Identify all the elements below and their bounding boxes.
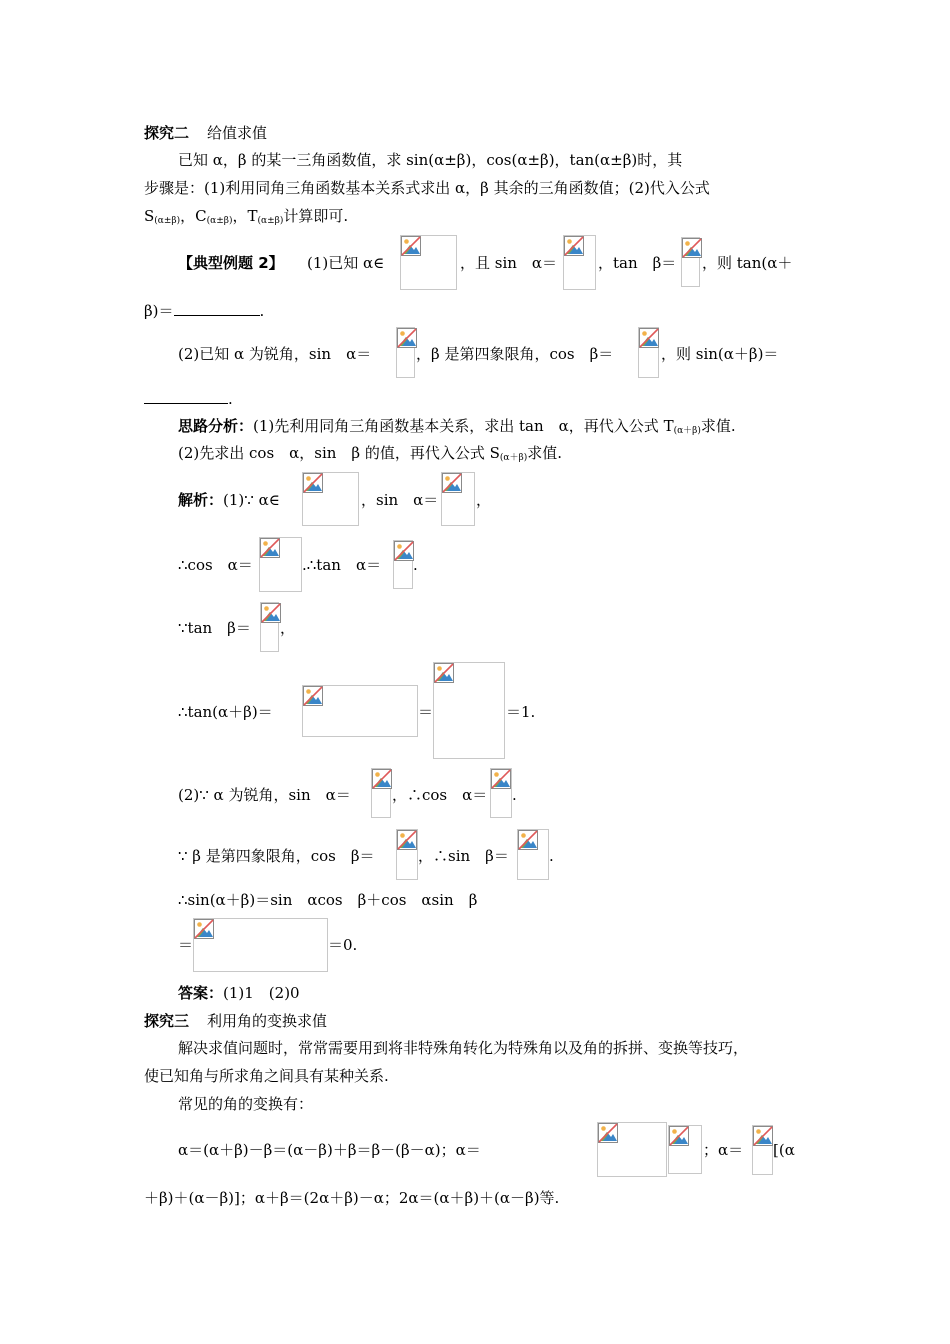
broken-image-icon <box>442 473 462 493</box>
broken-image-icon <box>518 830 538 850</box>
section-subtitle: 利用角的变换求值 <box>207 1012 328 1030</box>
solution-text: ， <box>476 491 492 509</box>
broken-image-icon <box>261 603 281 623</box>
solution-text: . <box>512 786 517 804</box>
formula-s: S <box>144 207 155 225</box>
solution-text: ∴cos α＝ <box>178 556 253 574</box>
answer-text: (1)1 (2)0 <box>223 984 300 1002</box>
section-subtitle: 给值求值 <box>207 124 268 142</box>
paragraph-line: 步骤是：(1)利用同角三角函数基本关系式求出 α，β 其余的三角函数值；(2)代入公式 <box>144 179 710 197</box>
solution-text: .∴tan α＝ <box>302 556 382 574</box>
answer-line <box>178 983 300 1003</box>
solution-text: ∴sin(α＋β)＝sin αcos β＋cos αsin β <box>178 891 478 909</box>
broken-image-icon <box>434 663 454 683</box>
analysis-line: 思路分析：(1)先利用同角三角函数基本关系，求出 tan α，再代入公式 $T_{(\alpha+\beta)}$求值. <box>178 417 736 436</box>
formula-image <box>260 602 279 652</box>
formula-image <box>668 1125 702 1174</box>
section-heading-2 <box>144 123 267 143</box>
solution-text: . <box>549 847 554 865</box>
paragraph-line: 常见的角的变换有： <box>178 1095 314 1113</box>
solution-text: . <box>413 556 418 574</box>
example-text: ，tan β＝ <box>598 254 677 272</box>
broken-image-icon <box>394 541 414 561</box>
broken-image-icon <box>303 686 323 706</box>
formula-image <box>396 327 415 378</box>
formula-image <box>433 662 505 759</box>
formula-image <box>490 768 512 818</box>
example-label: 【典型例题 2】 <box>178 254 284 272</box>
example-text: ，则 sin(α＋β)＝ <box>661 345 779 363</box>
solution-text: ＝0. <box>328 936 358 954</box>
example-text: (1)已知 α∈ <box>307 254 385 272</box>
answer-label: 答案： <box>178 984 224 1002</box>
example-text: β)＝ . <box>144 302 265 320</box>
formula-line: α＝(α＋β)－β＝(α－β)＋β＝β－(β－α)；α＝ <box>178 1141 481 1159</box>
broken-image-icon <box>303 473 323 493</box>
example-text: (2)已知 α 为锐角，sin α＝ <box>178 345 372 363</box>
paragraph-line: 解决求值问题时，常常需要用到将非特殊角转化为特殊角以及角的拆拼、变换等技巧， <box>178 1039 749 1057</box>
solution-text: ，∴cos α＝ <box>392 786 488 804</box>
example-text: ，β 是第四象限角，cos β＝ <box>416 345 614 363</box>
formula-image <box>638 327 659 378</box>
broken-image-icon <box>491 769 511 789</box>
formula-image <box>597 1122 667 1177</box>
formula-image <box>302 472 359 526</box>
formula-image <box>393 540 413 589</box>
paragraph-line: 使已知角与所求角之间具有某种关系. <box>144 1067 389 1085</box>
solution-text: ，∴sin β＝ <box>418 847 509 865</box>
example-text: ，则 tan(α＋ <box>702 254 793 272</box>
paragraph-line <box>144 206 348 231</box>
broken-image-icon <box>260 538 280 558</box>
formula-line: ＋β)＋(α－β)]；α＋β＝(2α＋β)－α；2α＝(α＋β)＋(α－β)等. <box>144 1189 560 1207</box>
section-title: 探究二 <box>144 124 190 142</box>
broken-image-icon <box>397 328 417 348</box>
broken-image-icon <box>194 919 214 939</box>
formula-image <box>752 1125 773 1175</box>
formula-image <box>193 918 328 972</box>
solution-text: ＝ <box>418 703 434 721</box>
example-text: . <box>144 388 233 409</box>
formula-line: [(α <box>773 1141 795 1159</box>
formula-c: ，C <box>180 207 207 225</box>
formula-image <box>371 768 391 818</box>
section-title: 探究三 <box>144 1012 190 1030</box>
solution-text: ＝1. <box>506 703 536 721</box>
broken-image-icon <box>598 1123 618 1143</box>
broken-image-icon <box>669 1126 689 1146</box>
solution-text: ＝ <box>178 936 194 954</box>
answer-blank <box>144 388 228 404</box>
solution-text: ，sin α＝ <box>361 491 439 509</box>
analysis-line: (2)先求出 cos α，sin β 的值，再代入公式 $S_{(\alpha+\beta)}$求值. <box>178 444 563 463</box>
solution-label: 解析： <box>178 491 224 509</box>
formula-t: ，T <box>232 207 258 225</box>
solution-text: ∵ β 是第四象限角，cos β＝ <box>178 847 375 865</box>
formula-image <box>563 235 596 290</box>
formula-subscript: (α±β) <box>206 216 233 226</box>
formula-subscript: (α±β) <box>257 216 284 226</box>
solution-text: (2)∵ α 为锐角，sin α＝ <box>178 786 351 804</box>
formula-image <box>259 537 302 592</box>
analysis-label: 思路分析： <box>178 417 254 435</box>
answer-blank <box>174 300 260 316</box>
formula-image <box>400 235 457 290</box>
broken-image-icon <box>401 236 421 256</box>
formula-image <box>517 829 549 880</box>
paragraph-line: 已知 α，β 的某一三角函数值，求 sin(α±β)，cos(α±β)，tan(α±β)时，其 <box>178 151 683 169</box>
solution-text: ∵tan β＝ <box>178 619 251 637</box>
example-text: ，且 sin α＝ <box>460 254 558 272</box>
broken-image-icon <box>639 328 659 348</box>
solution-line: 解析：(1)∵ α∈ <box>178 491 280 509</box>
formula-image <box>441 472 475 526</box>
formula-image <box>396 829 418 880</box>
broken-image-icon <box>753 1126 773 1146</box>
section-heading-3 <box>144 1011 327 1031</box>
broken-image-icon <box>564 236 584 256</box>
broken-image-icon <box>397 830 417 850</box>
broken-image-icon <box>372 769 392 789</box>
text: 计算即可. <box>283 207 349 225</box>
solution-text: ∴tan(α＋β)＝ <box>178 703 273 721</box>
formula-line: ；α＝ <box>703 1141 744 1159</box>
solution-text: ， <box>280 619 296 637</box>
formula-image <box>302 685 418 737</box>
formula-image <box>681 237 700 287</box>
formula-subscript: (α±β) <box>154 216 181 226</box>
broken-image-icon <box>682 238 702 258</box>
